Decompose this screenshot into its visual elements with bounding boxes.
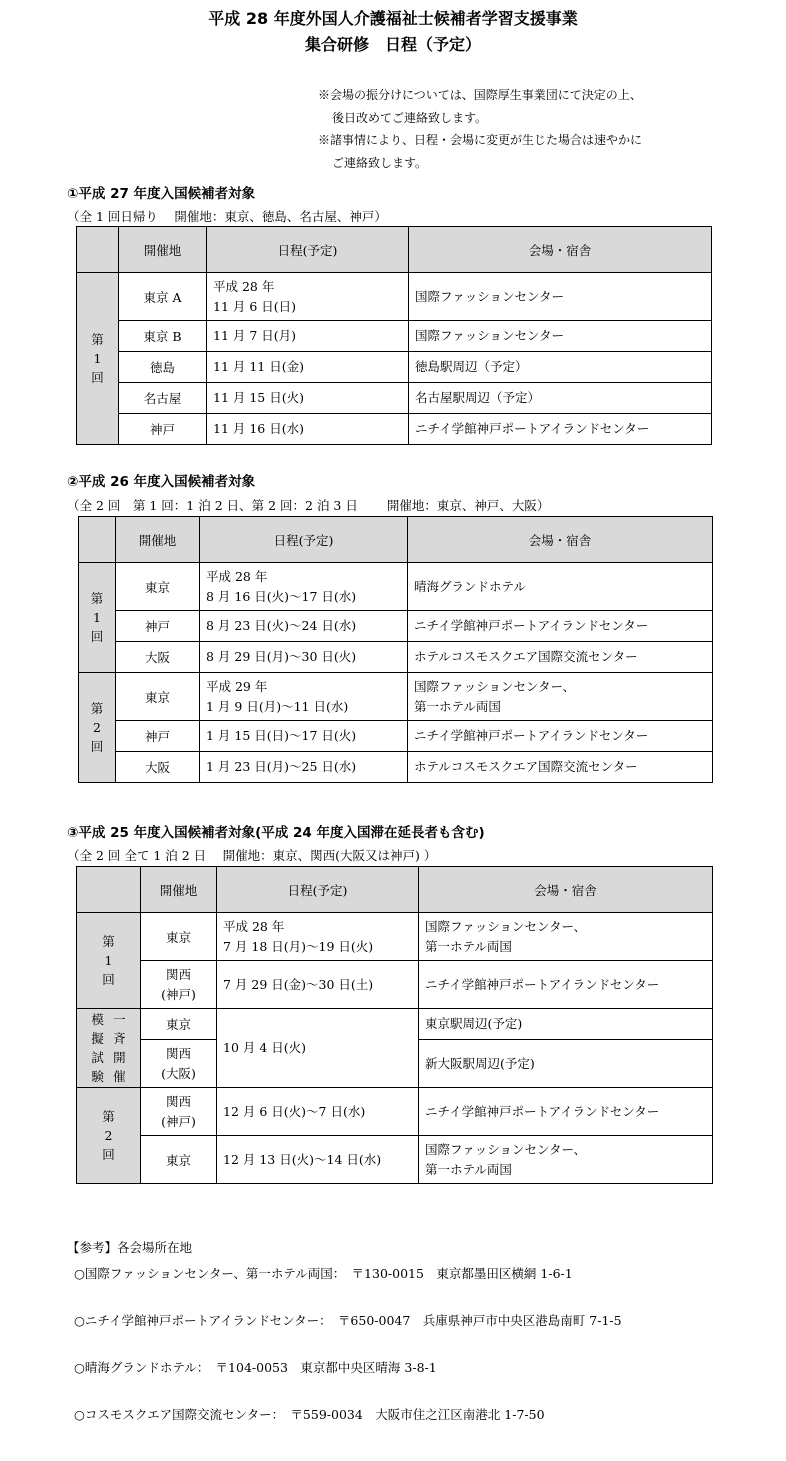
round-label: 第2回: [77, 1088, 141, 1184]
header-date: 日程(予定): [217, 867, 419, 913]
place-cell: 新大阪駅周辺(予定): [419, 1040, 713, 1088]
header-blank: [77, 227, 119, 273]
header-date: 日程(予定): [207, 227, 409, 273]
date-cell: 11 月 7 日(月): [207, 321, 409, 352]
note-line: ※諸事情により、日程・会場に変更が生じた場合は速やかに: [318, 133, 643, 147]
date-cell: 11 月 15 日(火): [207, 383, 409, 414]
date-cell: 8 月 23 日(火)～24 日(水): [200, 611, 408, 642]
venue-cell: 大阪: [116, 752, 200, 783]
round-label: 第1回: [79, 563, 116, 673]
header-blank: [77, 867, 141, 913]
date-cell: 10 月 4 日(火): [217, 1009, 419, 1088]
mock-exam-label: 模擬試験 一斉開催: [77, 1009, 141, 1088]
section1-heading: ①平成 27 年度入国候補者対象: [67, 186, 256, 202]
header-blank: [79, 517, 116, 563]
date-cell: 12 月 6 日(火)～7 日(水): [217, 1088, 419, 1136]
date-cell: 7 月 29 日(金)～30 日(土): [217, 961, 419, 1009]
header-place: 会場・宿舎: [419, 867, 713, 913]
section2-subtitle: （全 2 回 第 1 回：1 泊 2 日、第 2 回：2 泊 3 日 開催地：東京、神戸、大阪）: [67, 498, 550, 513]
place-cell: 国際ファッションセンター、 第一ホテル両国: [419, 913, 713, 961]
date-cell: 平成 28 年 8 月 16 日(火)～17 日(水): [200, 563, 408, 611]
section2-table: [78, 516, 713, 783]
venue-cell: 神戸: [116, 721, 200, 752]
section3-subtitle: （全 2 回 全て 1 泊 2 日 開催地：東京、関西(大阪又は神戸) ）: [67, 848, 437, 863]
date-cell: 平成 28 年 11 月 6 日(日): [207, 273, 409, 321]
venue-cell: 関西 (大阪): [141, 1040, 217, 1088]
notes: [318, 84, 642, 174]
section3-heading: ③平成 25 年度入国候補者対象(平成 24 年度入国滞在延長者も含む): [67, 825, 485, 841]
date-cell: 1 月 23 日(月)～25 日(水): [200, 752, 408, 783]
place-cell: 晴海グランドホテル: [408, 563, 713, 611]
venue-cell: 関西 (神戸): [141, 961, 217, 1009]
venue-cell: 東京: [141, 1136, 217, 1184]
venue-cell: 東京: [116, 673, 200, 721]
date-cell: 平成 29 年 1 月 9 日(月)～11 日(水): [200, 673, 408, 721]
section1-table: [76, 226, 712, 445]
date-cell: 11 月 11 日(金): [207, 352, 409, 383]
document-title: 平成 28 年度外国人介護福祉士候補者学習支援事業: [208, 9, 578, 28]
venue-cell: 関西 (神戸): [141, 1088, 217, 1136]
section2-heading: ②平成 26 年度入国候補者対象: [67, 474, 256, 490]
date-cell: 11 月 16 日(水): [207, 414, 409, 445]
venue-cell: 東京: [141, 1009, 217, 1040]
venue-cell: 神戸: [116, 611, 200, 642]
place-cell: ニチイ学館神戸ポートアイランドセンター: [419, 1088, 713, 1136]
venue-cell: 東京 B: [119, 321, 207, 352]
header-place: 会場・宿舎: [408, 517, 713, 563]
note-line: 後日改めてご連絡致します。: [332, 110, 488, 125]
place-cell: 国際ファッションセンター: [409, 273, 712, 321]
place-cell: 国際ファッションセンター、 第一ホテル両国: [408, 673, 713, 721]
section1-subtitle: （全 1 回日帰り 開催地：東京、徳島、名古屋、神戸）: [67, 209, 387, 224]
note-line: ご連絡致します。: [332, 155, 428, 170]
header-date: 日程(予定): [200, 517, 408, 563]
venue-cell: 東京: [116, 563, 200, 611]
place-cell: ニチイ学館神戸ポートアイランドセンター: [419, 961, 713, 1009]
place-cell: ニチイ学館神戸ポートアイランドセンター: [408, 721, 713, 752]
document-subtitle: 集合研修 日程（予定）: [304, 35, 481, 54]
date-cell: 平成 28 年 7 月 18 日(月)～19 日(火): [217, 913, 419, 961]
venue-cell: 名古屋: [119, 383, 207, 414]
place-cell: 徳島駅周辺（予定）: [409, 352, 712, 383]
date-cell: 1 月 15 日(日)～17 日(火): [200, 721, 408, 752]
venue-cell: 東京: [141, 913, 217, 961]
place-cell: ニチイ学館神戸ポートアイランドセンター: [409, 414, 712, 445]
round-label: 第1回: [77, 273, 119, 445]
place-cell: 国際ファッションセンター、 第一ホテル両国: [419, 1136, 713, 1184]
venue-cell: 東京 A: [119, 273, 207, 321]
reference-item: ○ニチイ学館神戸ポートアイランドセンター： 〒650-0047 兵庫県神戸市中央区港島南町 7-1-5: [74, 1313, 622, 1328]
header-venue: 開催地: [116, 517, 200, 563]
venue-cell: 大阪: [116, 642, 200, 673]
venue-cell: 徳島: [119, 352, 207, 383]
venue-cell: 神戸: [119, 414, 207, 445]
reference-item: ○晴海グランドホテル： 〒104-0053 東京都中央区晴海 3-8-1: [74, 1360, 437, 1375]
date-cell: 8 月 29 日(月)～30 日(火): [200, 642, 408, 673]
header-venue: 開催地: [119, 227, 207, 273]
round-label: 第2回: [79, 673, 116, 783]
place-cell: 国際ファッションセンター: [409, 321, 712, 352]
place-cell: ホテルコスモスクエア国際交流センター: [408, 642, 713, 673]
header-place: 会場・宿舎: [409, 227, 712, 273]
round-label: 第1回: [77, 913, 141, 1009]
date-cell: 12 月 13 日(火)～14 日(水): [217, 1136, 419, 1184]
place-cell: 名古屋駅周辺（予定）: [409, 383, 712, 414]
place-cell: ニチイ学館神戸ポートアイランドセンター: [408, 611, 713, 642]
note-line: ※会場の振分けについては、国際厚生事業団にて決定の上、: [318, 88, 642, 102]
place-cell: 東京駅周辺(予定): [419, 1009, 713, 1040]
reference-heading: 【参考】各会場所在地: [67, 1240, 193, 1255]
place-cell: ホテルコスモスクエア国際交流センター: [408, 752, 713, 783]
section3-table: [76, 866, 713, 1184]
reference-item: ○国際ファッションセンター、第一ホテル両国： 〒130-0015 東京都墨田区横網 1-6-1: [74, 1266, 573, 1281]
reference-item: ○コスモスクエア国際交流センター： 〒559-0034 大阪市住之江区南港北 1-7-50: [74, 1407, 545, 1422]
header-venue: 開催地: [141, 867, 217, 913]
